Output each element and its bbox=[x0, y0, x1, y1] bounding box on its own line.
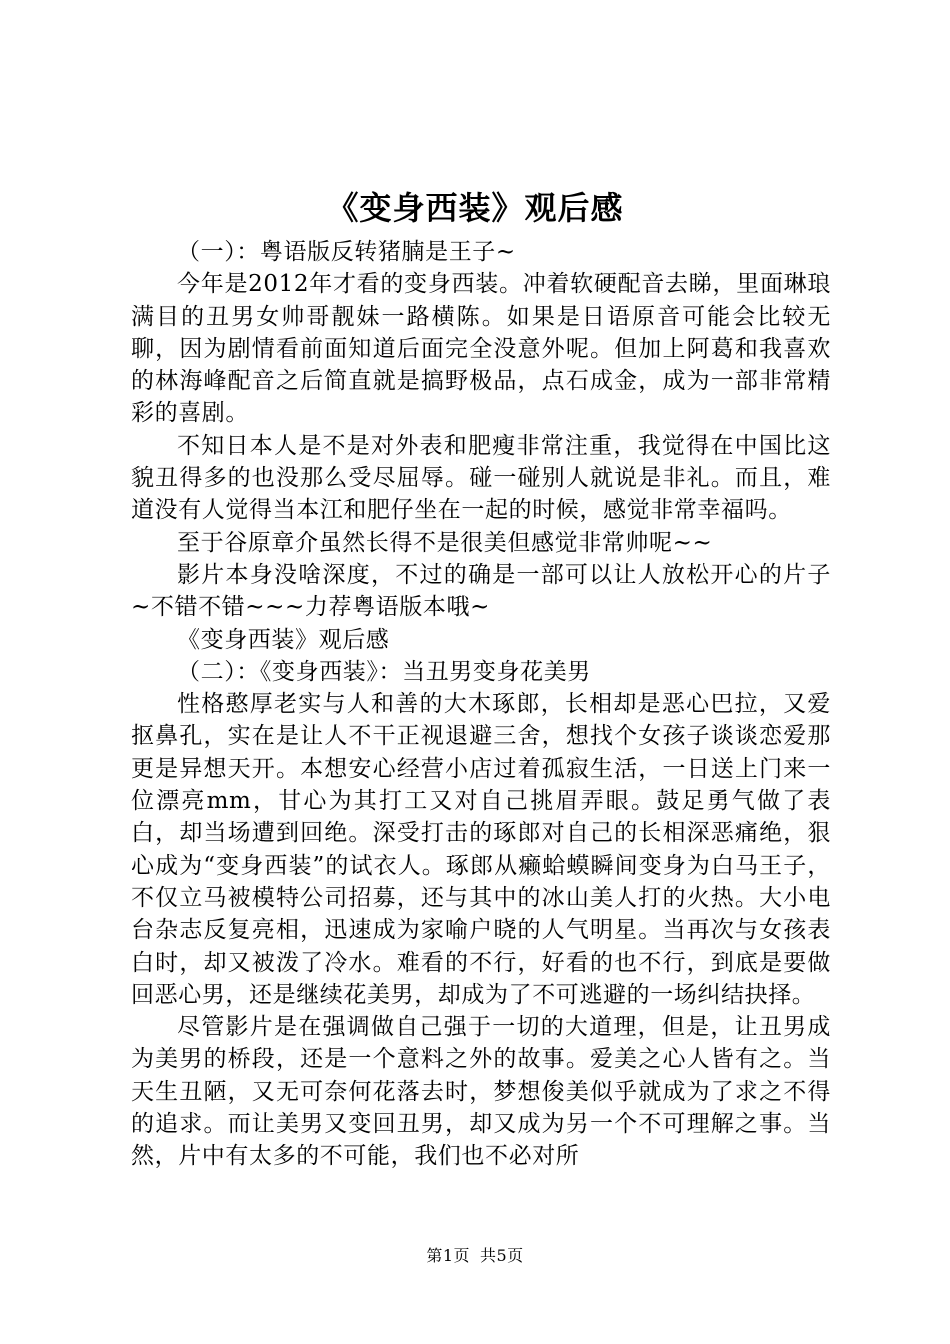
document-body bbox=[131, 236, 831, 1173]
page-footer bbox=[0, 1244, 950, 1268]
page-number: 第1页 bbox=[426, 1246, 470, 1265]
paragraph: 性格憨厚老实与人和善的大木琢郎，长相却是恶心巴拉，又爱抠鼻孔，实在是让人不干正视退避三舍，想找个女孩子谈谈恋爱那更是异想天开。本想安心经营小店过着孤寂生活，一日送上门来一位漂亮mm，甘心为其打工又对自己挑眉弄眼。鼓足勇气做了表白，却当场遭到回绝。深受打击的琢郎对自己的长相深恶痛绝，狠心成为“变身西装”的试衣人。琢郎从癞蛤蟆瞬间变身为白马王子，不仅立马被模特公司招募，还与其中的冰山美人打的火热。大小电台杂志反复亮相，迅速成为家喻户晓的人气明星。当再次与女孩表白时，却又被泼了冷水。难看的不行，好看的也不行，到底是要做回恶心男，还是继续花美男，却成为了不可逃避的一场纠结抉择。 bbox=[131, 691, 831, 1008]
paragraph: 至于谷原章介虽然长得不是很美但感觉非常帅呢~~ bbox=[177, 529, 713, 556]
paragraph: 尽管影片是在强调做自己强于一切的大道理，但是，让丑男成为美男的桥段，还是一个意料之外的故事。爱美之心人皆有之。当天生丑陋，又无可奈何花落去时，梦想俊美似乎就成为了求之不得的追求。而让美男又变回丑男，却又成为另一个不可理解之事。当然，片中有太多的不可能，我们也不必对所 bbox=[131, 1014, 831, 1170]
paragraph: 今年是2012年才看的变身西装。冲着软硬配音去睇，里面琳琅满目的丑男女帅哥靓妹一路横陈。如果是日语原音可能会比较无聊，因为剧情看前面知道后面完全没意外呢。但加上阿葛和我喜欢的林海峰配音之后简直就是搞野极品，点石成金，成为一部非常精彩的喜剧。 bbox=[131, 271, 831, 427]
inline-title: 《变身西装》观后感 bbox=[177, 626, 390, 653]
paragraph: 影片本身没啥深度，不过的确是一部可以让人放松开心的片子~不错不错~~~力荐粤语版本哦~ bbox=[131, 561, 831, 621]
section-heading-2: （二）：《变身西装》：当丑男变身花美男 bbox=[177, 658, 591, 685]
section-heading-1: （一）：粤语版反转猪腩是王子~ bbox=[177, 239, 516, 265]
document-title: 《变身西装》观后感 bbox=[326, 189, 624, 227]
page-total: 共5页 bbox=[480, 1246, 524, 1265]
paragraph: 不知日本人是不是对外表和肥瘦非常注重，我觉得在中国比这貌丑得多的也没那么受尽屈辱。碰一碰别人就说是非礼。而且，难道没有人觉得当本江和肥仔坐在一起的时候，感觉非常幸福吗。 bbox=[131, 432, 831, 524]
